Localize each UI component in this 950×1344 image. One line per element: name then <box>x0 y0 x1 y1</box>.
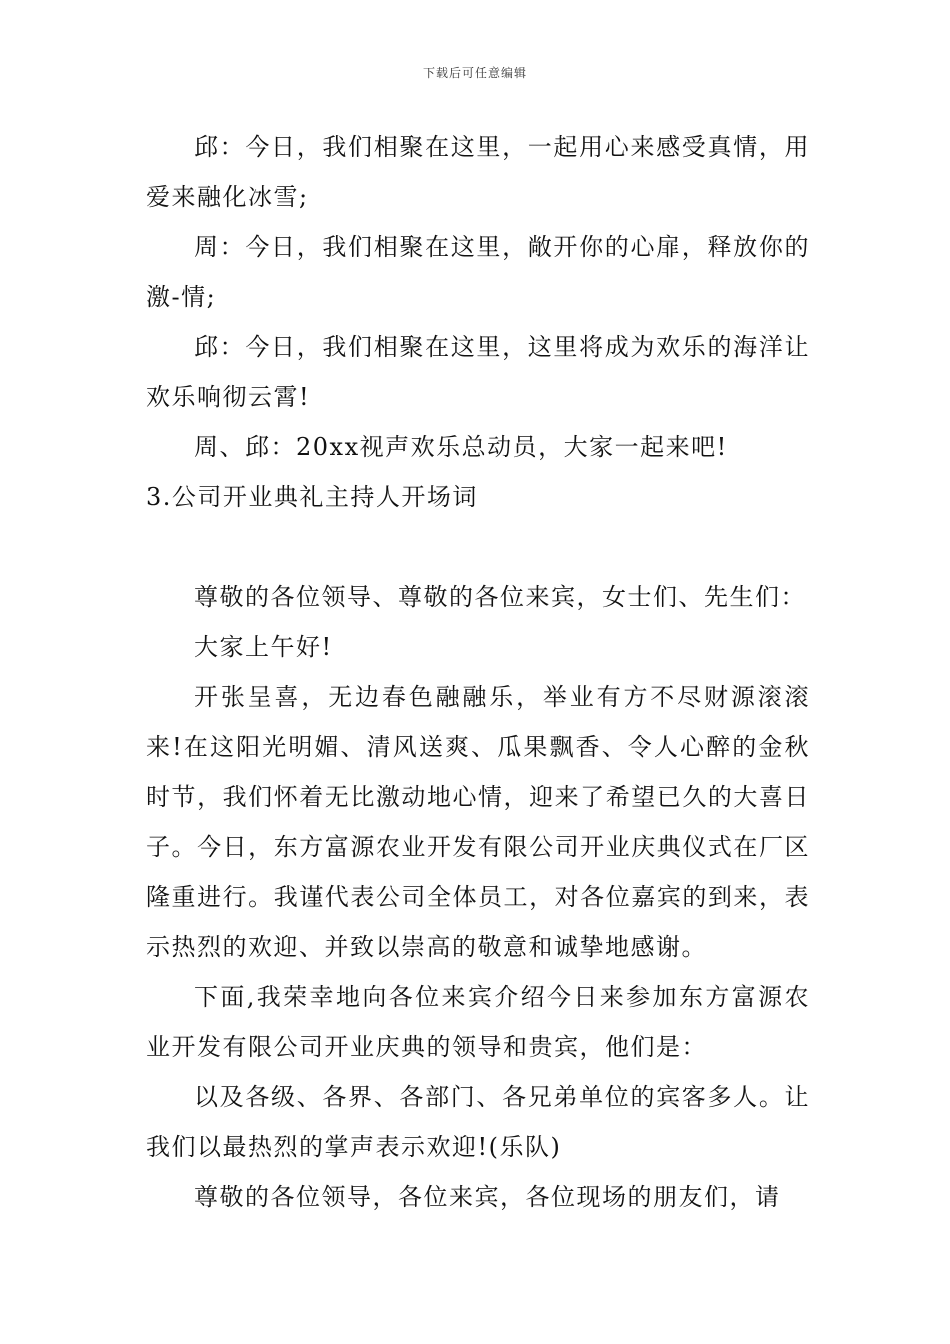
page-header-note: 下载后可任意编辑 <box>422 66 527 80</box>
dialogue-paragraph: 周：今日，我们相聚在这里，敞开你的心扉，释放你的激-情; <box>146 233 810 311</box>
body-paragraph: 下面,我荣幸地向各位来宾介绍今日来参加东方富源农业开发有限公司开业庆典的领导和贵宾，他们是： <box>146 983 810 1061</box>
dialogue-paragraph: 周、邱：20xx视声欢乐总动员，大家一起来吧! <box>194 433 728 461</box>
section-heading: 3.公司开业典礼主持人开场词 <box>146 483 478 511</box>
dialogue-paragraph: 邱：今日，我们相聚在这里，这里将成为欢乐的海洋让欢乐响彻云霄! <box>146 333 810 411</box>
document-body <box>146 122 810 1222</box>
blank-line <box>146 522 810 572</box>
dialogue-paragraph: 邱：今日，我们相聚在这里，一起用心来感受真情，用爱来融化冰雪; <box>146 133 810 211</box>
body-paragraph: 尊敬的各位领导，各位来宾，各位现场的朋友们，请 <box>194 1183 781 1211</box>
body-paragraph: 尊敬的各位领导、尊敬的各位来宾，女士们、先生们： <box>194 583 806 611</box>
body-paragraph: 开张呈喜，无边春色融融乐，举业有方不尽财源滚滚来!在这阳光明媚、清风送爽、瓜果飘香、令人心醉的金秋时节，我们怀着无比激动地心情，迎来了希望已久的大喜日子。今日，东方富源农业开发有限公司开业庆典仪式在厂区隆重进行。我谨代表公司全体员工，对各位嘉宾的到来，表示热烈的欢迎、并致以崇高的敬意和诚挚地感谢。 <box>146 683 810 961</box>
body-paragraph: 以及各级、各界、各部门、各兄弟单位的宾客多人。让我们以最热烈的掌声表示欢迎!(乐队) <box>146 1083 810 1161</box>
body-paragraph: 大家上午好! <box>194 633 333 661</box>
